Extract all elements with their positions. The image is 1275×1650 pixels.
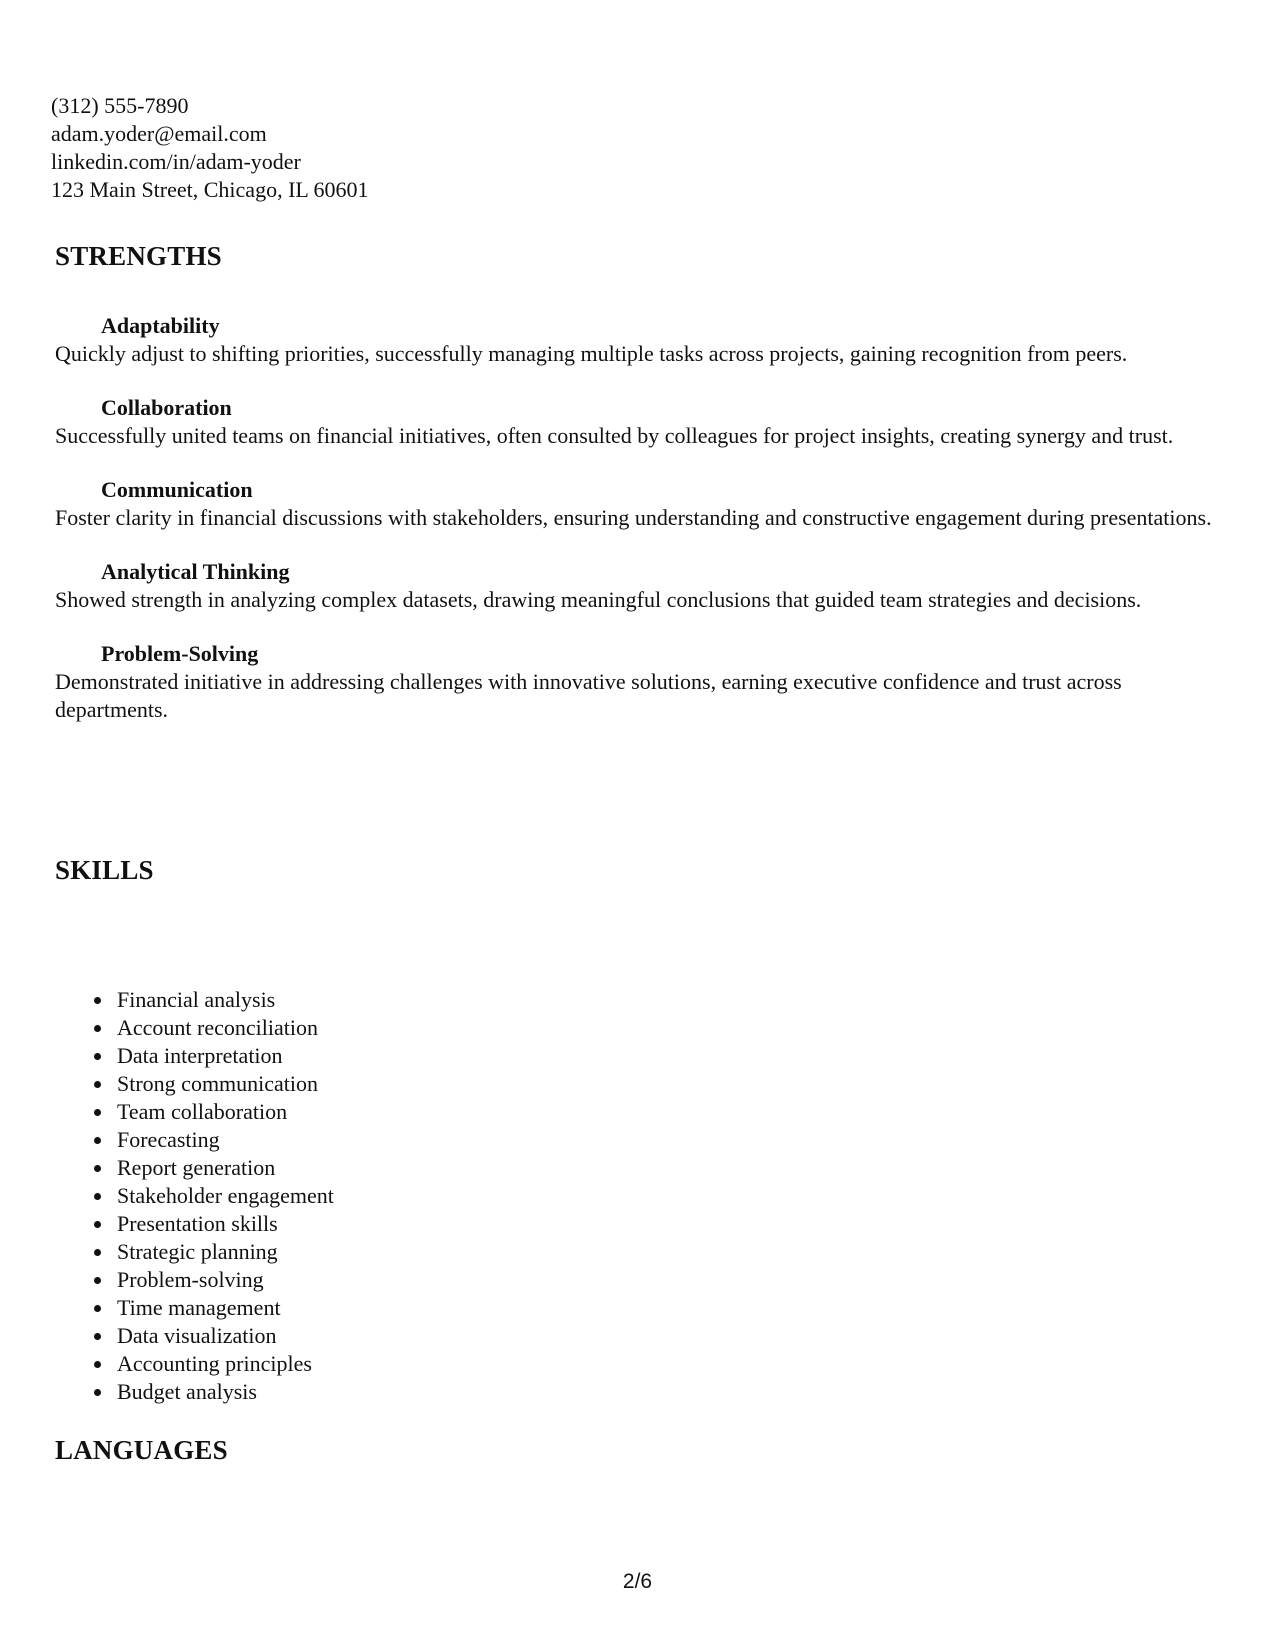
bullet-icon xyxy=(94,1193,101,1200)
strength-description: Demonstrated initiative in addressing challenges with innovative solutions, earning executive confidence and trust across departments. xyxy=(55,669,1122,722)
bullet-icon xyxy=(94,1025,101,1032)
page-number: 2/6 xyxy=(622,1570,653,1593)
languages-heading: LANGUAGES xyxy=(55,1435,228,1465)
skill-label: Report generation xyxy=(117,1155,276,1180)
contact-email: adam.yoder@email.com xyxy=(51,121,267,146)
bullet-icon xyxy=(94,1053,101,1060)
skill-label: Data interpretation xyxy=(117,1043,283,1068)
bullet-icon xyxy=(94,1165,101,1172)
skill-item xyxy=(66,1014,334,1042)
skill-label: Accounting principles xyxy=(117,1351,312,1376)
strength-item xyxy=(55,476,1215,532)
skill-label: Forecasting xyxy=(117,1127,220,1152)
contact-phone: (312) 555-7890 xyxy=(51,93,189,118)
skill-item xyxy=(66,1266,334,1294)
skills-list xyxy=(66,986,334,1406)
skill-label: Strong communication xyxy=(117,1071,319,1096)
strengths-list xyxy=(55,312,1215,750)
skills-heading: SKILLS xyxy=(55,855,154,885)
bullet-icon xyxy=(94,1249,101,1256)
strength-title: Adaptability xyxy=(101,313,220,338)
skill-label: Presentation skills xyxy=(117,1211,278,1236)
strength-title: Analytical Thinking xyxy=(101,559,290,584)
skill-item xyxy=(66,1042,334,1070)
bullet-icon xyxy=(94,1221,101,1228)
bullet-icon xyxy=(94,1361,101,1368)
skill-item xyxy=(66,1070,334,1098)
skill-item xyxy=(66,1350,334,1378)
skill-item xyxy=(66,1238,334,1266)
bullet-icon xyxy=(94,1389,101,1396)
skill-label: Problem-solving xyxy=(117,1267,264,1292)
bullet-icon xyxy=(94,1081,101,1088)
contact-address: 123 Main Street, Chicago, IL 60601 xyxy=(51,177,369,202)
bullet-icon xyxy=(94,997,101,1004)
skill-item xyxy=(66,1126,334,1154)
skill-item xyxy=(66,1154,334,1182)
skill-item xyxy=(66,986,334,1014)
skill-item xyxy=(66,1294,334,1322)
strength-description: Quickly adjust to shifting priorities, successfully managing multiple tasks across projects, gaining recognition from peers. xyxy=(55,341,1128,366)
bullet-icon xyxy=(94,1137,101,1144)
strength-item xyxy=(55,312,1215,368)
strength-item xyxy=(55,394,1215,450)
skill-item xyxy=(66,1378,334,1406)
bullet-icon xyxy=(94,1305,101,1312)
skill-label: Budget analysis xyxy=(117,1379,257,1404)
strength-description: Foster clarity in financial discussions with stakeholders, ensuring understanding and constructive engagement during presentations. xyxy=(55,505,1212,530)
skill-label: Time management xyxy=(117,1295,281,1320)
bullet-icon xyxy=(94,1333,101,1340)
skill-item xyxy=(66,1322,334,1350)
skill-label: Data visualization xyxy=(117,1323,277,1348)
skill-label: Account reconciliation xyxy=(117,1015,318,1040)
bullet-icon xyxy=(94,1109,101,1116)
skill-label: Stakeholder engagement xyxy=(117,1183,334,1208)
skill-item xyxy=(66,1210,334,1238)
strength-description: Successfully united teams on financial initiatives, often consulted by colleagues for project insights, creating synergy and trust. xyxy=(55,423,1174,448)
strength-description: Showed strength in analyzing complex datasets, drawing meaningful conclusions that guided team strategies and decisions. xyxy=(55,587,1142,612)
strength-title: Communication xyxy=(101,477,253,502)
strength-title: Problem-Solving xyxy=(101,641,259,666)
skill-label: Financial analysis xyxy=(117,987,276,1012)
skill-item xyxy=(66,1098,334,1126)
contact-linkedin: linkedin.com/in/adam-yoder xyxy=(51,149,301,174)
skill-item xyxy=(66,1182,334,1210)
strength-item xyxy=(55,640,1215,724)
bullet-icon xyxy=(94,1277,101,1284)
contact-block xyxy=(51,92,369,204)
skill-label: Strategic planning xyxy=(117,1239,278,1264)
strengths-heading: STRENGTHS xyxy=(55,241,222,271)
skill-label: Team collaboration xyxy=(117,1099,288,1124)
strength-item xyxy=(55,558,1215,614)
strength-title: Collaboration xyxy=(101,395,232,420)
